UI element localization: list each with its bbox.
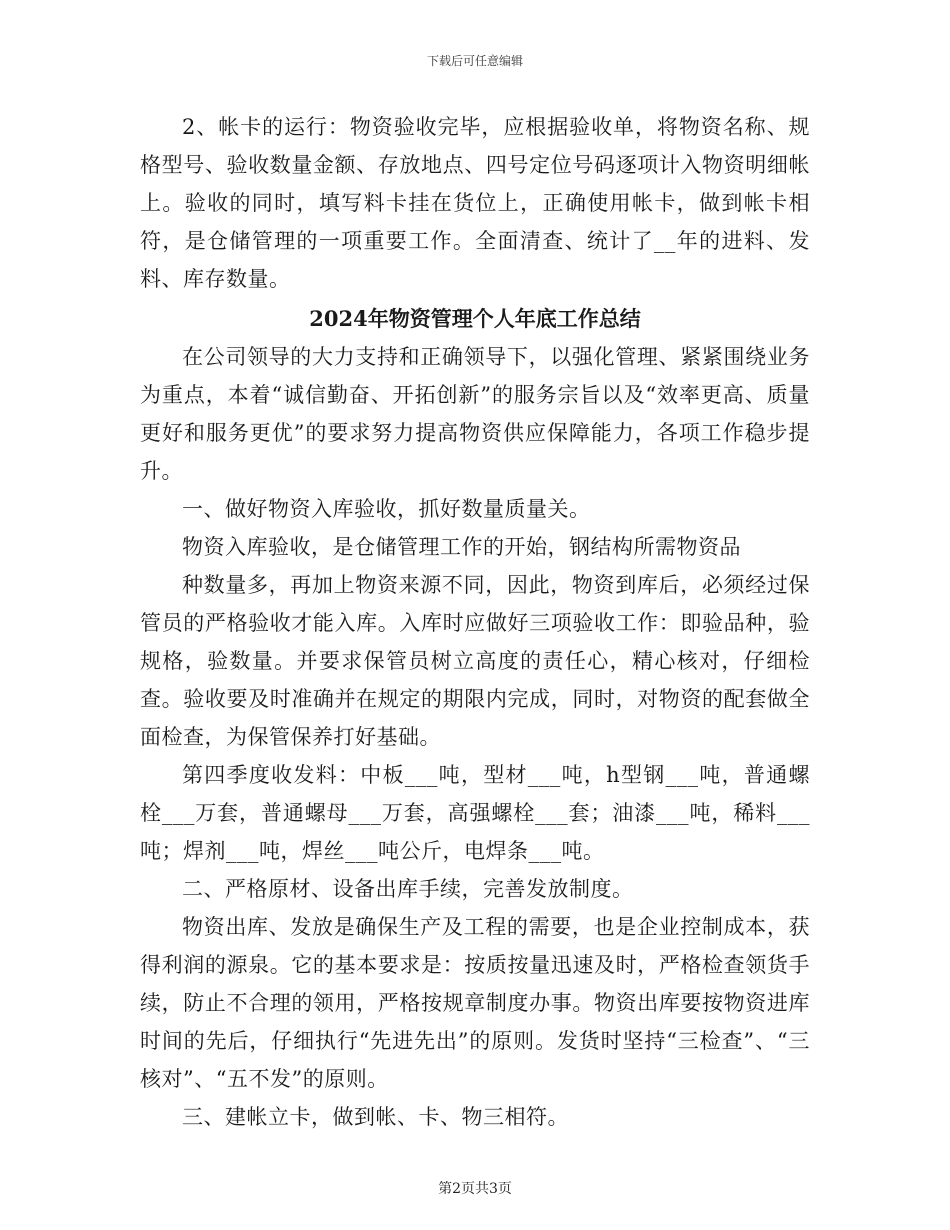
- paragraph-inbound-detail: 种数量多，再加上物资来源不同，因此，物资到库后，必须经过保管员的严格验收才能入库。入库时应做好三项验收工作：即验品种，验规格，验数量。并要求保管员树立高度的责任心，精心核对，仔细检查。验收要及时准确并在规定的期限内完成，同时，对物资的配套做全面检查，为保管保养打好基础。: [140, 573, 810, 749]
- page-footer: 第2页共3页: [438, 1181, 512, 1197]
- paragraph-outbound-detail: 物资出库、发放是确保生产及工程的需要，也是企业控制成本，获得利润的源泉。它的基本要求是：按质按量迅速及时，严格检查领货手续，防止不合理的领用，严格按规章制度办事。物资出库要按物资进库时间的先后，仔细执行“先进先出”的原则。发货时坚持“三检查”、“三核对”、“五不发”的原则。: [140, 915, 810, 1091]
- paragraph-intro: 在公司领导的大力支持和正确领导下，以强化管理、紧紧围绕业务为重点，本着“诚信勤奋、开拓创新”的服务宗旨以及“效率更高、质量更好和服务更优”的要求努力提高物资供应保障能力，各项工作稳步提升。: [140, 345, 810, 483]
- section-heading-account-cards: 三、建帐立卡，做到帐、卡、物三相符。: [182, 1105, 569, 1129]
- document-title: 2024年物资管理个人年底工作总结: [309, 306, 641, 331]
- paragraph-inbound-start: 物资入库验收，是仓储管理工作的开始，钢结构所需物资品: [182, 535, 741, 559]
- page-header: 下载后可任意编辑: [426, 54, 523, 68]
- document-body: [140, 108, 810, 1136]
- paragraph-account-card-operation: 2、帐卡的运行：物资验收完毕，应根据验收单，将物资名称、规格型号、验收数量金额、存放地点、四号定位号码逐项计入物资明细帐上。验收的同时，填写料卡挂在货位上，正确使用帐卡，做到帐卡相符，是仓储管理的一项重要工作。全面清查、统计了__年的进料、发料、库存数量。: [140, 115, 810, 291]
- section-heading-inbound-inspection: 一、做好物资入库验收，抓好数量质量关。: [182, 497, 591, 521]
- paragraph-q4-materials: 第四季度收发料：中板___吨，型材___吨，h型钢___吨，普通螺栓___万套，普通螺母___万套，高强螺栓___套；油漆___吨，稀料___吨；焊剂___吨，焊丝___吨公斤，电焊条___吨。: [140, 763, 810, 863]
- section-heading-outbound: 二、严格原材、设备出库手续，完善发放制度。: [182, 877, 634, 901]
